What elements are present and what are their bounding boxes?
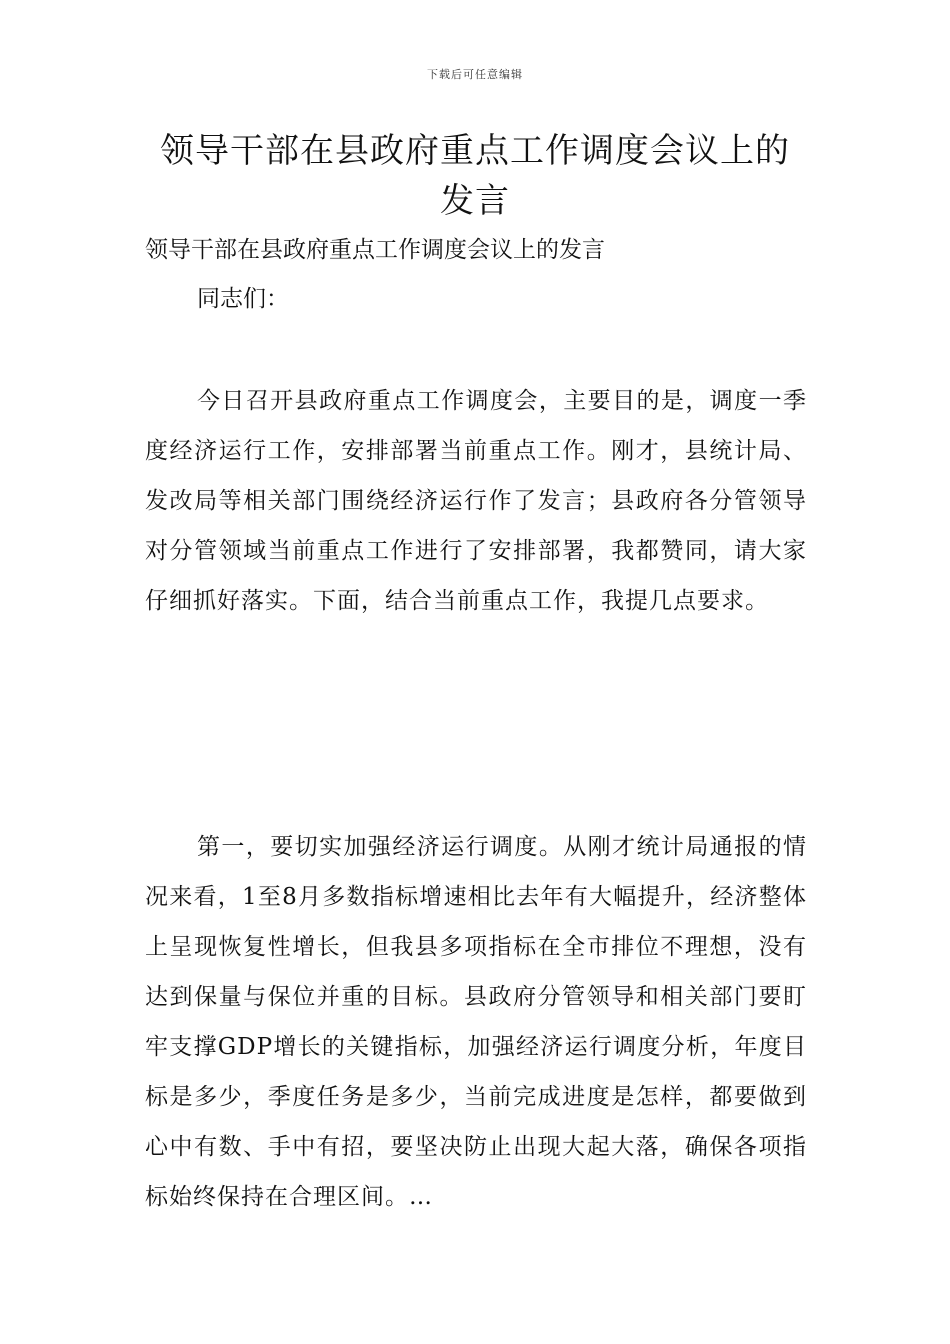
paragraph-first-point: 第一，要切实加强经济运行调度。从刚才统计局通报的情况来看，1至8月多数指标增速相比去年有大幅提升，经济整体上呈现恢复性增长，但我县多项指标在全市排位不理想，没有达到保量与保位并重的目标。县政府分管领导和相关部门要盯牢支撑GDP增长的关键指标，加强经济运行调度分析，年度目标是多少，季度任务是多少，当前完成进度是怎样，都要做到心中有数、手中有招，要坚决防止出现大起大落，确保各项指标始终保持在合理区间。… [145,834,807,1210]
header-note: 下载后可任意编辑 [427,68,523,81]
paragraph-opening: 今日召开县政府重点工作调度会，主要目的是，调度一季度经济运行工作，安排部署当前重点工作。刚才，县统计局、发改局等相关部门围绕经济运行作了发言；县政府各分管领导对分管领域当前重点工作进行了安排部署，我都赞同，请大家仔细抓好落实。下面，结合当前重点工作，我提几点要求。 [145,388,807,614]
document-subtitle: 领导干部在县政府重点工作调度会议上的发言 [145,237,605,263]
salutation: 同志们： [197,286,289,312]
document-title: 领导干部在县政府重点工作调度会议上的发言 [160,131,790,221]
